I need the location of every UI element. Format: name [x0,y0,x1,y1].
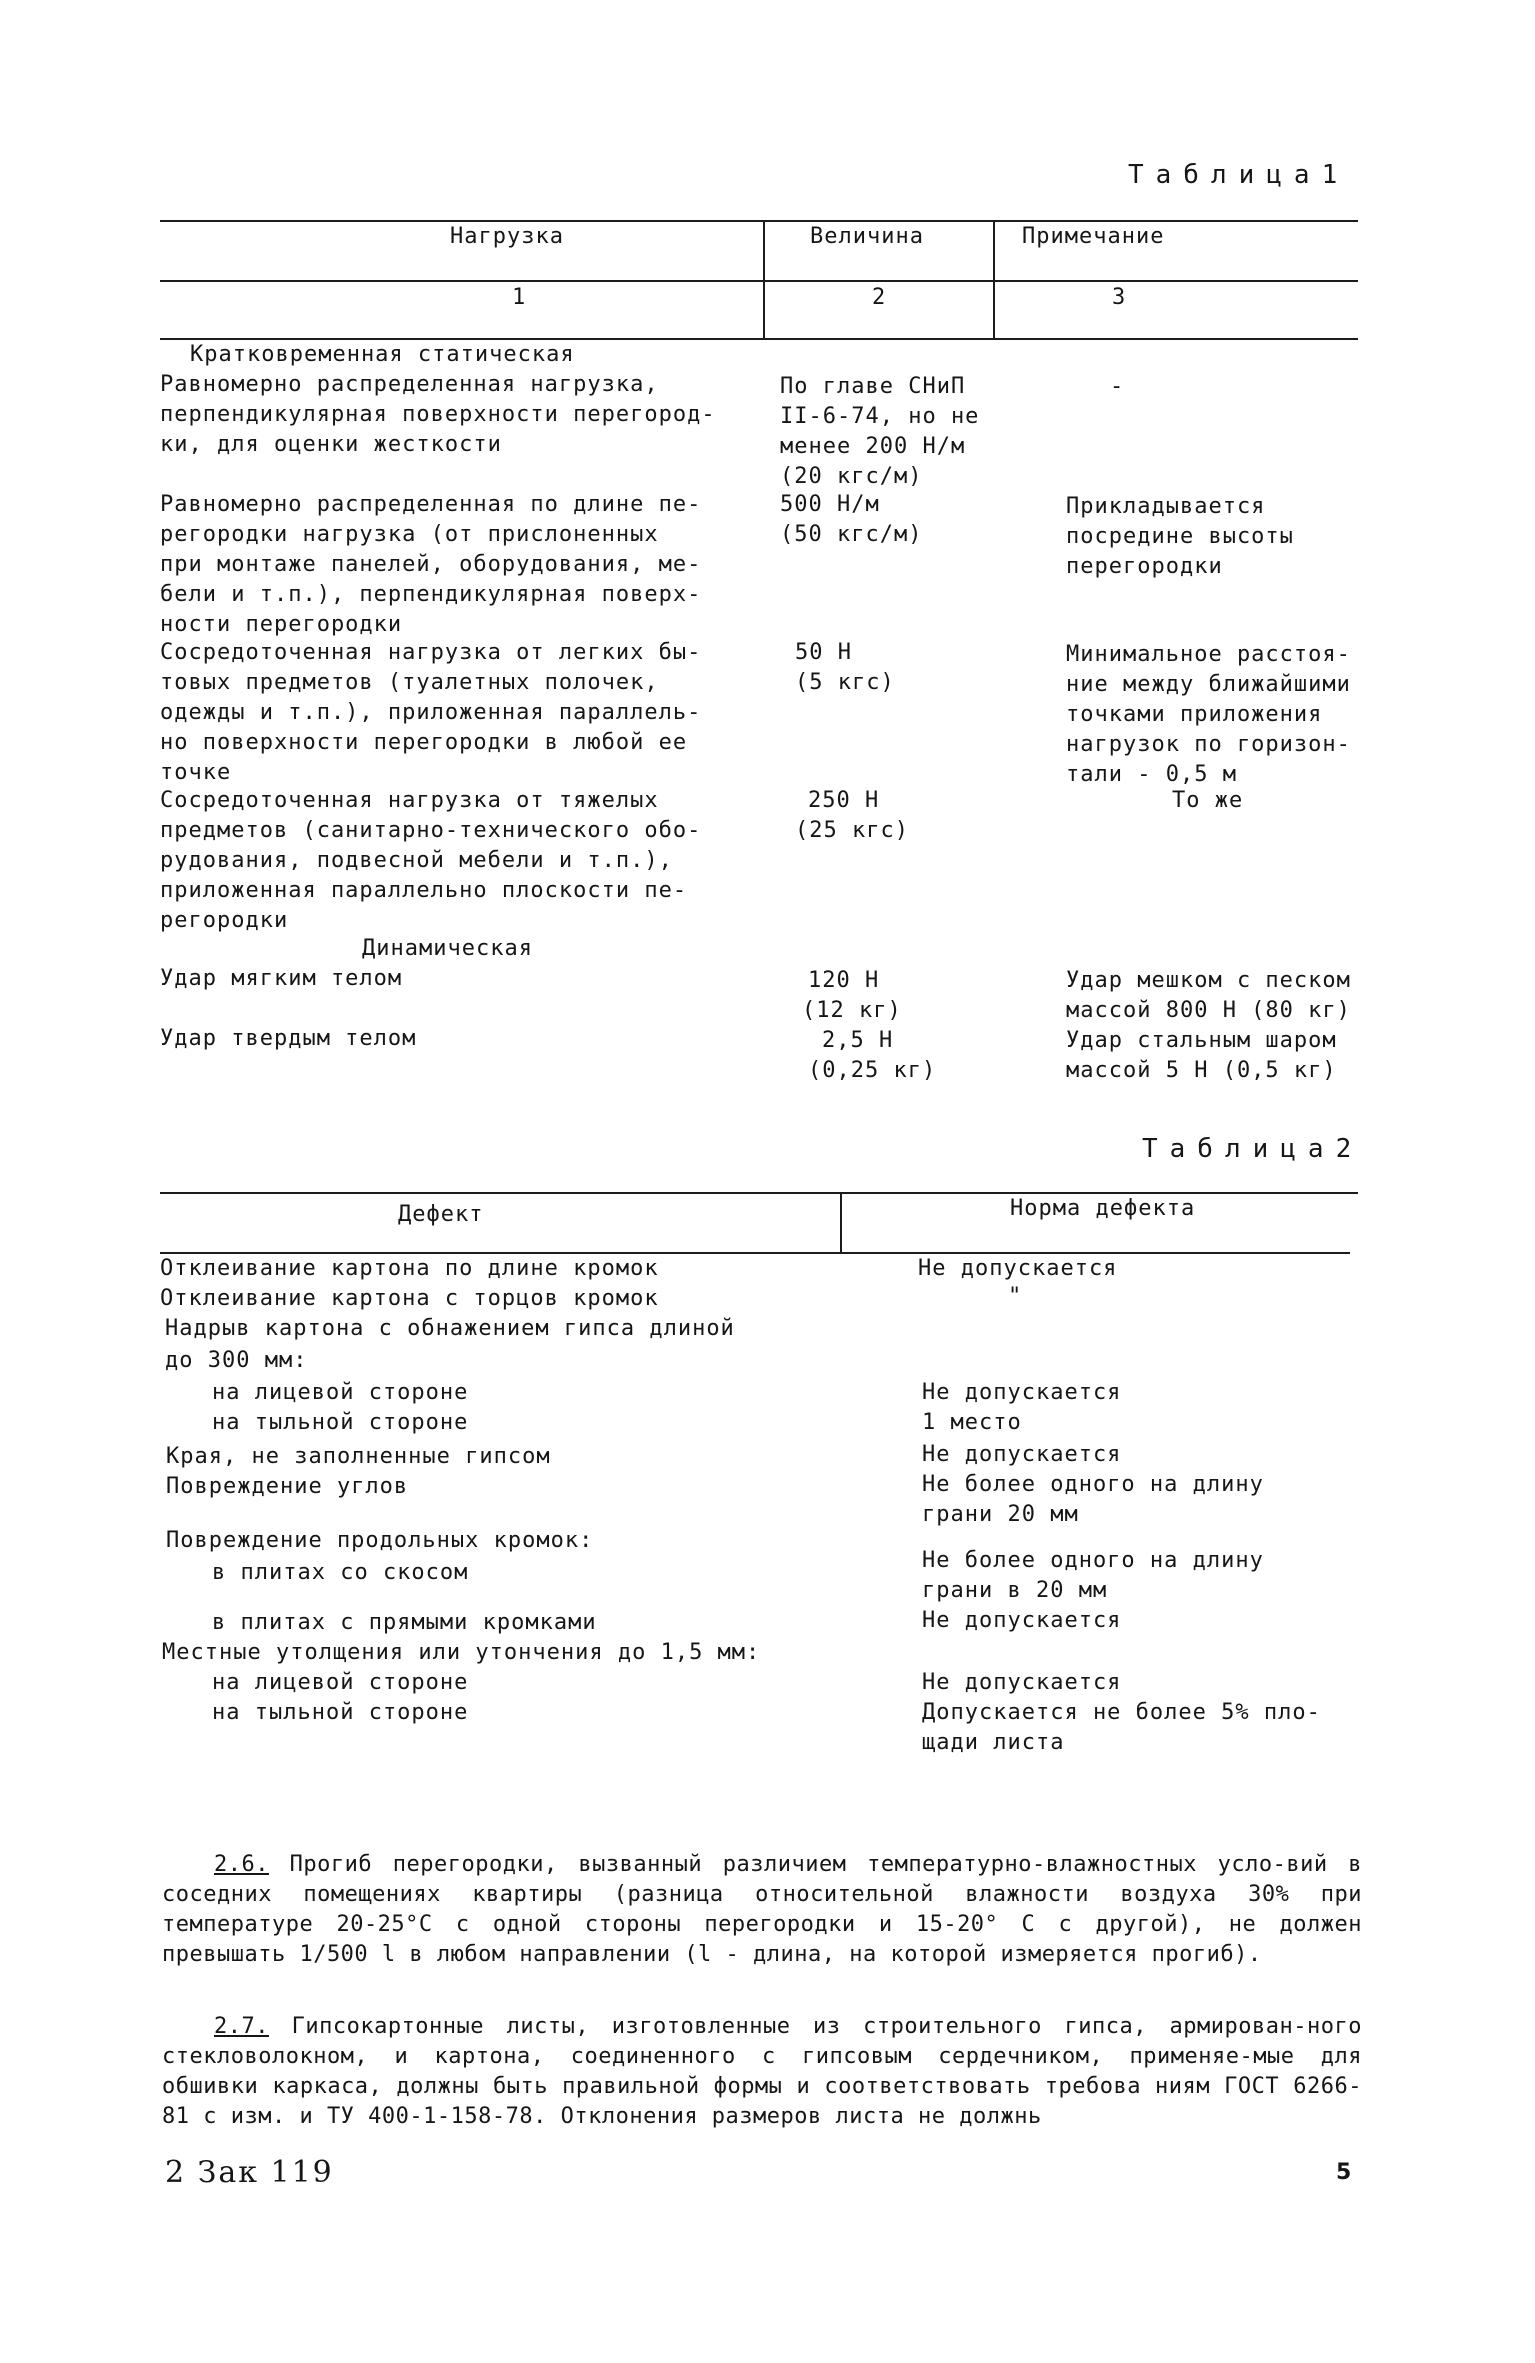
table1-header-value: Величина [810,224,924,249]
paragraph-2-7 [162,2012,1362,2132]
t2-r10-norm: Не более одного на длину [922,1548,1264,1573]
t1-r1-value-1: (50 кгс/м) [780,522,923,547]
table1-header-rule [160,280,1358,282]
t1-r3-load-4: регородки [160,908,289,933]
paragraph-2-6-text: Прогиб перегородки, вызванный различием температурно-влажностных усло-вий в соседних помещениях квартиры (разница относительной влажности воздуха 30% при температуре 20-25°С с одной стороны перегородки и 15-20° С с другой), не должен превышать 1/500 l в любом направлении (l - длина, на которой измеряется прогиб). [162,1852,1362,1967]
t1-r0-value-1: II-6-74, но не [780,404,980,429]
t1-r1-load-1: регородки нагрузка (от прислоненных [160,522,659,547]
t2-r5-defect: на тыльной стороне [212,1410,469,1435]
t2-r6-defect: Края, не заполненные гипсом [166,1444,551,1469]
t1-r2-load-1: товых предметов (туалетных полочек, [160,670,659,695]
t1-r2-value-1: (5 кгс) [795,670,895,695]
t2-r9-defect: Повреждение продольных кромок: [166,1528,594,1553]
table1-colnum-2: 2 [872,285,887,310]
t1-r2-load-4: точке [160,760,232,785]
t2-r14-norm: Не допускается [922,1670,1122,1695]
t1-r4-load-0: Удар мягким телом [160,966,403,991]
t1-r1-load-2: при монтаже панелей, оборудования, ме- [160,552,702,577]
t1-r5-value-0: 2,5 Н [822,1028,894,1053]
t1-r2-note-1: ние между ближайшими [1066,672,1351,697]
t1-r1-note-2: перегородки [1066,554,1223,579]
t2-r3-defect: до 300 мм: [165,1348,308,1373]
t1-r2-note-3: нагрузок по горизон- [1066,732,1351,757]
t1-r4-note-0: Удар мешком с песком [1066,968,1351,993]
t1-r2-load-2: одежды и т.п.), приложенная параллель- [160,700,702,725]
t1-r3-value-0: 250 Н [808,788,880,813]
t1-r0-load-2: ки, для оценки жесткости [160,432,502,457]
t1-r4-note-1: массой 800 Н (80 кг) [1066,998,1351,1023]
paragraph-2-7-number: 2.7. [214,2014,269,2039]
table1-col-divider-1 [763,220,765,338]
t1-r1-note-1: посредине высоты [1066,524,1294,549]
paragraph-2-7-text: Гипсокартонные листы, изготовленные из строительного гипса, армирован-ного стекловолокном, и картона, соединенного с гипсовым сердечником, применяе-мые для обшивки каркаса, должны быть правильной формы и соответствовать требова ниям ГОСТ 6266-81 с изм. и ТУ 400-1-158-78. Отклонения размеров листа не должнь [162,2014,1362,2129]
t1-r0-value-2: менее 200 Н/м [780,434,966,459]
t2-r8-norm: грани 20 мм [922,1502,1079,1527]
table2-col-divider [840,1192,842,1254]
t2-r15-norm: Допускается не более 5% пло- [922,1700,1321,1725]
t1-r1-load-3: бели и т.п.), перпендикулярная поверх- [160,582,702,607]
t1-r1-value-0: 500 Н/м [780,492,880,517]
table1-col-divider-2 [993,220,995,338]
t2-r0-norm: Не допускается [918,1256,1118,1281]
table2-caption: Таблица2 [1142,1134,1364,1164]
paragraph-2-6 [162,1850,1362,1970]
t1-r4-value-0: 120 Н [808,968,880,993]
t1-r0-load-0: Равномерно распределенная нагрузка, [160,372,659,397]
t1-r3-note-0: То же [1172,788,1244,813]
t1-r2-note-0: Минимальное расстоя- [1066,642,1351,667]
table1-colnum-3: 3 [1112,285,1127,310]
t1-r1-load-4: ности перегородки [160,612,403,637]
t2-r7-norm: Не более одного на длину [922,1472,1264,1497]
footer-order-mark: 2 Зак 119 [165,2155,334,2190]
t1-r2-load-0: Сосредоточенная нагрузка от легких бы- [160,640,702,665]
table2-header-norm: Норма дефекта [1010,1196,1196,1221]
t2-r0-defect: Отклеивание картона по длине кромок [160,1256,659,1281]
table1-header-load: Нагрузка [450,224,564,249]
t2-r1-defect: Отклеивание картона с торцов кромок [160,1286,659,1311]
t1-r1-load-0: Равномерно распределенная по длине пе- [160,492,702,517]
t2-r2-defect: Надрыв картона с обнажением гипса длиной [165,1316,735,1341]
t1-r4-value-1: (12 кг) [802,998,902,1023]
t1-r5-note-0: Удар стальным шаром [1066,1028,1337,1053]
t1-r0-note-0: - [1110,374,1125,399]
t2-r4-defect: на лицевой стороне [212,1380,469,1405]
t1-r2-note-2: точками приложения [1066,702,1323,727]
t1-r3-load-3: приложенная параллельно плоскости пе- [160,878,688,903]
t2-r4-norm: Не допускается [922,1380,1122,1405]
t1-r0-value-0: По главе СНиП [780,374,966,399]
t1-r5-load-0: Удар твердым телом [160,1026,417,1051]
t2-r12-defect: в плитах с прямыми кромками [212,1610,597,1635]
paragraph-2-6-number: 2.6. [214,1852,269,1877]
t1-r3-load-1: предметов (санитарно-технического обо- [160,818,702,843]
t1-r0-load-1: перпендикулярная поверхности перегород- [160,402,716,427]
t1-r3-load-2: рудования, подвесной мебели и т.п.), [160,848,673,873]
t2-r12-norm: Не допускается [922,1608,1122,1633]
t2-r5-norm: 1 место [922,1410,1022,1435]
t1-r2-load-3: но поверхности перегородки в любой ее [160,730,688,755]
t1-r1-note-0: Прикладывается [1066,494,1266,519]
table1-header-note: Примечание [1022,224,1165,249]
t1-r3-value-1: (25 кгс) [795,818,909,843]
table1-colnum-1: 1 [512,285,527,310]
t1-r0-value-3: (20 кгс/м) [780,464,923,489]
t2-r15-defect: на тыльной стороне [212,1700,469,1725]
t1-r5-value-1: (0,25 кг) [808,1058,937,1083]
t2-r10-defect: в плитах со скосом [212,1560,469,1585]
t2-r7-defect: Повреждение углов [166,1474,409,1499]
t2-r6-norm: Не допускается [922,1442,1122,1467]
t2-r13-defect: Местные утолщения или утончения до 1,5 мм: [162,1640,761,1665]
t2-r14-defect: на лицевой стороне [212,1670,469,1695]
t2-r16-norm: щади листа [922,1730,1065,1755]
t2-r11-norm: грани в 20 мм [922,1578,1108,1603]
table1-top-rule [160,220,1358,222]
t1-r2-value-0: 50 Н [795,640,852,665]
t1-r5-note-1: массой 5 Н (0,5 кг) [1066,1058,1337,1083]
table1-section-dynamic: Динамическая [362,936,533,961]
page-number: 5 [1336,2160,1352,2185]
table2-header-defect: Дефект [398,1202,484,1227]
t1-r2-note-4: тали - 0,5 м [1066,762,1237,787]
t1-r3-load-0: Сосредоточенная нагрузка от тяжелых [160,788,659,813]
table1-section-static: Кратковременная статическая [190,342,575,367]
table1-caption: Таблица1 [1128,160,1350,190]
t2-r1-norm: " [1008,1284,1023,1309]
